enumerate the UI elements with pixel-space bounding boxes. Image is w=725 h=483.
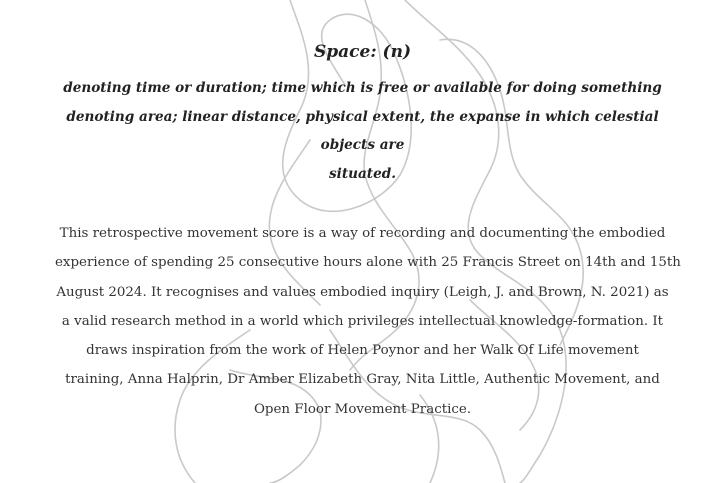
body-line: experience of spending 25 consecutive hours alone with 25 Francis Street on 14th and 15th (55, 255, 681, 271)
definition-line: denoting time or duration; time which is free or available for doing something (63, 80, 662, 96)
body-line: Open Floor Movement Practice. (253, 401, 472, 417)
body-line: This retrospective movement score is a way of recording and documenting the embodied (59, 226, 666, 241)
body-line: training, Anna Halprin, Dr Amber Elizabeth Gray, Nita Little, Authentic Movement, and (65, 372, 660, 388)
body-paragraph (55, 219, 681, 424)
body-line: August 2024. It recognises and values embodied inquiry (Leigh, J. and Brown, N. 2021) as (56, 284, 669, 300)
body-line: a valid research method in a world which privileges intellectual knowledge-formation. It (61, 313, 664, 329)
definition-line: situated. (329, 165, 396, 182)
body-line: draws inspiration from the work of Helen Poynor and her Walk Of Life movement (86, 343, 639, 359)
definition-lines (60, 74, 665, 188)
definition-title: Space: (n) (314, 42, 411, 62)
definition-line: denoting area; linear distance, physical extent, the expanse in which celestial objects are (66, 108, 659, 153)
